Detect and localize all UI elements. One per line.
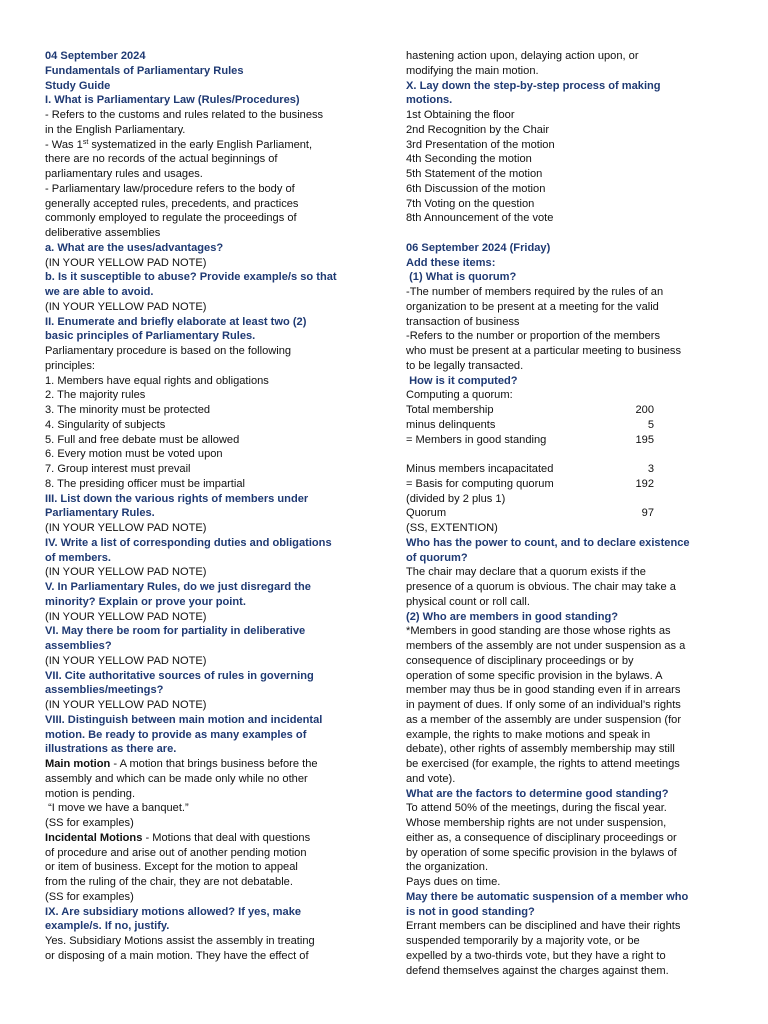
question-heading: (1) What is quorum? (406, 271, 517, 284)
principle-item: 8. The presiding officer must be impartial (45, 477, 245, 490)
answer-line: operation of some specific provision in the bylaws. A (406, 669, 663, 682)
answer-line: Pays dues on time. (406, 876, 501, 888)
calc-row (406, 492, 654, 507)
question-heading: of quorum? (406, 551, 468, 564)
answer-text: - Motions that deal with questions (142, 831, 311, 844)
section-subheading: Add these items: (406, 256, 496, 269)
question-heading: illustrations as there are. (45, 743, 177, 756)
step-item: 7th Voting on the question (406, 197, 535, 210)
question-heading: IV. Write a list of corresponding duties and obligations (45, 536, 332, 549)
answer-line: deliberative assemblies (45, 227, 161, 239)
answer-line: hastening action upon, delaying action upon, or (406, 50, 639, 62)
principle-item: 1. Members have equal rights and obligations (45, 374, 269, 387)
answer-line: in payment of dues. If only some of an individual’s rights (406, 699, 681, 711)
left-column (45, 49, 367, 964)
answer-line: suspended temporarily by a majority vote, or be (406, 935, 640, 947)
calc-value: 97 (641, 507, 654, 520)
answer-line: commonly employed to regulate the proceedings of (45, 212, 297, 225)
document-title: Fundamentals of Parliamentary Rules (45, 64, 244, 77)
question-heading: motions. (406, 94, 453, 107)
document-date: 04 September 2024 (45, 50, 146, 62)
question-heading: IX. Are subsidiary motions allowed? If yes, make (45, 905, 302, 918)
question-heading: minority? Explain or prove your point. (45, 595, 246, 608)
calc-row (406, 462, 654, 477)
step-item: 6th Discussion of the motion (406, 182, 546, 195)
question-heading: What are the factors to determine good standing? (406, 787, 669, 800)
yellow-pad-note: (IN YOUR YELLOW PAD NOTE) (45, 522, 207, 534)
yellow-pad-note: (IN YOUR YELLOW PAD NOTE) (45, 654, 207, 667)
yellow-pad-note: (IN YOUR YELLOW PAD NOTE) (45, 256, 207, 269)
answer-line: of procedure and arise out of another pending motion (45, 846, 307, 859)
answer-line: from the ruling of the chair, they are not debatable. (45, 876, 293, 888)
calc-row (406, 477, 654, 492)
question-heading: motion. Be ready to provide as many examples of (45, 728, 307, 741)
question-heading: V. In Parliamentary Rules, do we just disregard the (45, 581, 311, 593)
answer-line: *Members in good standing are those whose rights as (406, 625, 671, 638)
answer-line: The chair may declare that a quorum exists if the (406, 566, 646, 579)
answer-line: - Parliamentary law/procedure refers to the body of (45, 182, 295, 195)
question-heading: I. What is Parliamentary Law (Rules/Procedures) (45, 94, 300, 107)
calc-value: 192 (635, 477, 654, 490)
question-heading: is not in good standing? (406, 905, 535, 918)
answer-line: modifying the main motion. (406, 64, 539, 77)
answer-line: members of the assembly are not under suspension as a (406, 640, 686, 652)
ss-note: (SS, EXTENTION) (406, 522, 498, 534)
example-quote: “I move we have a banquet.” (45, 802, 189, 815)
answer-line: organization to be present at a meeting for the valid (406, 300, 659, 313)
answer-line: there are no records of the actual beginnings of (45, 153, 278, 166)
answer-line: defend themselves against the charges against them. (406, 964, 669, 977)
question-heading: of members. (45, 551, 111, 564)
answer-text: systematized in the early English Parliament, (88, 138, 313, 151)
answer-line: Parliamentary procedure is based on the following (45, 345, 292, 357)
answer-line: parliamentary rules and usages. (45, 168, 203, 180)
answer-line: - Refers to the customs and rules related to the business (45, 109, 324, 121)
answer-line: principles: (45, 359, 95, 372)
answer-line: generally accepted rules, precedents, and practices (45, 197, 299, 210)
calc-row (406, 418, 654, 433)
question-heading: VIII. Distinguish between main motion and incidental (45, 713, 323, 726)
answer-line: To attend 50% of the meetings, during the fiscal year. (406, 802, 667, 815)
question-heading: assemblies? (45, 640, 112, 652)
step-item: 8th Announcement of the vote (406, 212, 554, 225)
step-item: 5th Statement of the motion (406, 168, 543, 180)
answer-line: by operation of some specific provision in the bylaws of (406, 846, 677, 859)
answer-line: or item of business. Except for the motion to appeal (45, 861, 298, 874)
step-item: 3rd Presentation of the motion (406, 138, 555, 151)
blank-line (406, 226, 726, 241)
answer-line: in the English Parliamentary. (45, 123, 186, 136)
principle-item: 4. Singularity of subjects (45, 418, 166, 431)
question-heading: b. Is it susceptible to abuse? Provide example/s so that (45, 271, 337, 284)
section-date: 06 September 2024 (Friday) (406, 241, 551, 254)
ss-note: (SS for examples) (45, 890, 134, 903)
question-heading: example/s. If no, justify. (45, 920, 170, 933)
answer-line (45, 138, 367, 153)
question-heading: How is it computed? (406, 374, 518, 387)
question-heading: Who has the power to count, and to declare existence (406, 536, 690, 549)
calc-value: 195 (635, 433, 654, 446)
calc-label: = Basis for computing quorum (406, 477, 554, 490)
principle-item: 5. Full and free debate must be allowed (45, 433, 240, 446)
answer-line (45, 831, 367, 846)
question-heading: III. List down the various rights of members under (45, 492, 309, 505)
answer-line: expelled by a two-thirds vote, but they have a right to (406, 949, 666, 962)
answer-line: -Refers to the number or proportion of the members (406, 330, 661, 343)
question-heading: assemblies/meetings? (45, 684, 164, 697)
answer-line: debate), other rights of assembly membership may still (406, 743, 675, 756)
calc-label: Minus members incapacitated (406, 463, 554, 475)
question-heading: we are able to avoid. (45, 286, 154, 298)
answer-line: Computing a quorum: (406, 389, 513, 402)
answer-line: assembly and which can be made only while no other (45, 772, 308, 785)
question-heading: basic principles of Parliamentary Rules. (45, 330, 256, 343)
ss-note: (SS for examples) (45, 817, 134, 829)
calc-value: 5 (647, 418, 654, 431)
principle-item: 3. The minority must be protected (45, 404, 211, 416)
calc-label: Quorum (406, 507, 447, 520)
term-main-motion: Main motion (45, 758, 111, 770)
answer-line: Errant members can be disciplined and have their rights (406, 920, 681, 933)
calc-value: 200 (635, 404, 654, 416)
quorum-calculation (406, 403, 654, 521)
calc-label: (divided by 2 plus 1) (406, 492, 506, 505)
answer-line: Yes. Subsidiary Motions assist the assembly in treating (45, 935, 315, 947)
answer-line: physical count or roll call. (406, 595, 530, 608)
yellow-pad-note: (IN YOUR YELLOW PAD NOTE) (45, 566, 207, 579)
question-heading: X. Lay down the step-by-step process of making (406, 79, 661, 92)
calc-label: minus delinquents (406, 418, 496, 431)
document-subtitle: Study Guide (45, 79, 111, 92)
question-heading: II. Enumerate and briefly elaborate at least two (2) (45, 315, 307, 328)
answer-line: be exercised (for example, the rights to attend meetings (406, 758, 680, 770)
answer-line: motion is pending. (45, 787, 136, 800)
question-heading: May there be automatic suspension of a member who (406, 890, 689, 903)
ordinal-superscript: st (82, 138, 89, 146)
answer-line: -The number of members required by the rules of an (406, 286, 664, 298)
yellow-pad-note: (IN YOUR YELLOW PAD NOTE) (45, 699, 207, 711)
calc-row (406, 506, 654, 521)
answer-line: presence of a quorum is obvious. The chair may take a (406, 581, 676, 593)
step-item: 1st Obtaining the floor (406, 109, 515, 121)
right-column (406, 49, 726, 978)
question-heading: VII. Cite authoritative sources of rules in governing (45, 669, 314, 682)
answer-text: - Was 1 (45, 138, 83, 151)
answer-line: consequence of disciplinary proceedings or by (406, 654, 634, 667)
calc-value: 3 (647, 463, 654, 475)
calc-row (406, 403, 654, 418)
principle-item: 6. Every motion must be voted upon (45, 448, 223, 461)
principle-item: 7. Group interest must prevail (45, 463, 191, 475)
answer-line: Whose membership rights are not under suspension, (406, 817, 667, 829)
answer-line: the organization. (406, 861, 489, 874)
yellow-pad-note: (IN YOUR YELLOW PAD NOTE) (45, 300, 207, 313)
yellow-pad-note: (IN YOUR YELLOW PAD NOTE) (45, 610, 207, 623)
answer-line: example, the rights to make motions and speak in (406, 728, 651, 741)
answer-line (45, 757, 367, 772)
step-item: 4th Seconding the motion (406, 153, 532, 166)
question-heading: (2) Who are members in good standing? (406, 610, 619, 623)
question-heading: VI. May there be room for partiality in deliberative (45, 625, 306, 638)
answer-line: either as, a consequence of disciplinary proceedings or (406, 831, 677, 844)
step-item: 2nd Recognition by the Chair (406, 123, 550, 136)
question-heading: Parliamentary Rules. (45, 507, 155, 520)
answer-line: member may thus be in good standing even if in arrears (406, 684, 681, 697)
answer-text: - A motion that brings business before the (110, 758, 318, 770)
blank-line (406, 447, 654, 462)
answer-line: or disposing of a main motion. They have the effect of (45, 949, 309, 962)
answer-line: and vote). (406, 772, 456, 785)
question-heading: a. What are the uses/advantages? (45, 241, 224, 254)
principle-item: 2. The majority rules (45, 389, 146, 402)
answer-line: to be legally transacted. (406, 359, 524, 372)
answer-line: as a member of the assembly are under suspension (for (406, 713, 682, 726)
calc-label: = Members in good standing (406, 433, 547, 446)
answer-line: transaction of business (406, 315, 520, 328)
answer-line: who must be present at a particular meeting to business (406, 345, 682, 357)
term-incidental-motions: Incidental Motions (45, 831, 143, 844)
calc-row (406, 433, 654, 448)
calc-label: Total membership (406, 404, 494, 416)
